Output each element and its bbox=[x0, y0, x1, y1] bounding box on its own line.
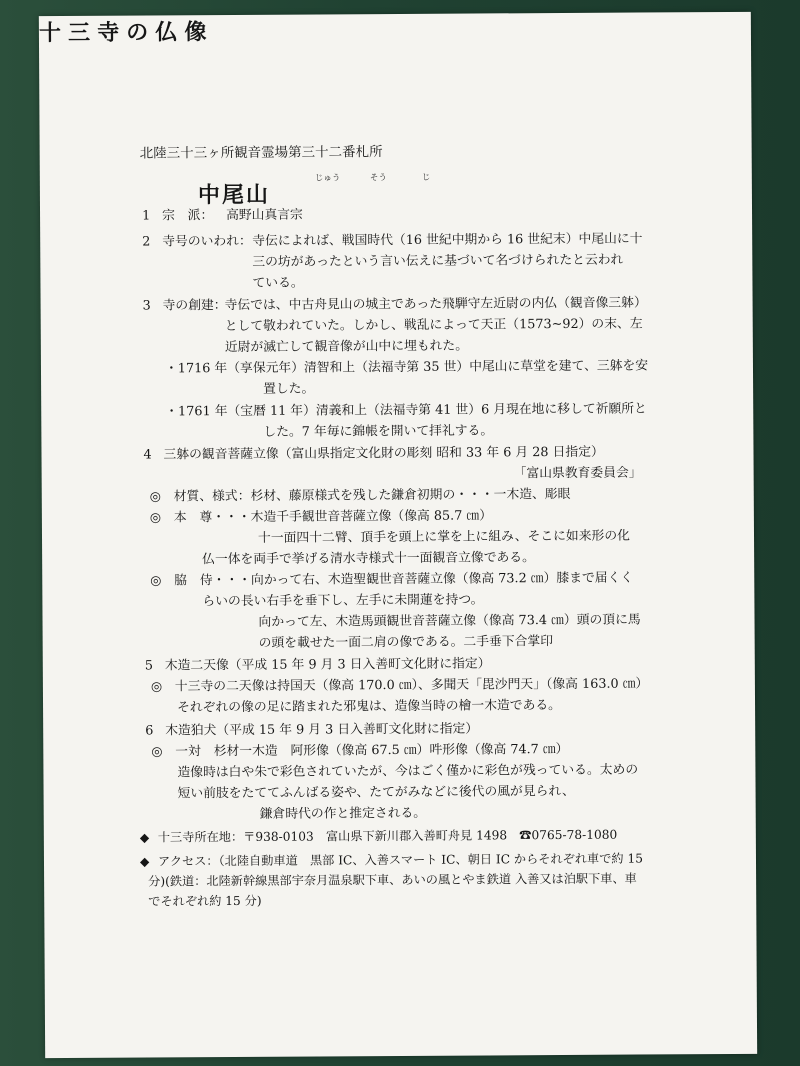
guardians-item: ◎ 十三寺の二天像は持国天（像高 170.0 ㎝）、多聞天「毘沙門天」（像高 163.0 ㎝） bbox=[150, 676, 649, 695]
section-number: 6 bbox=[145, 723, 154, 739]
section-number: 1 bbox=[142, 208, 151, 224]
title-char-3: 寺 bbox=[97, 19, 122, 46]
section-label: 寺の創建： bbox=[162, 298, 227, 314]
attendants-desc: 向かって左、木造馬頭観世音菩薩立像（像高 73.4 ㎝）頭の頂に馬 bbox=[258, 612, 641, 630]
title-char-5: 仏 bbox=[155, 19, 180, 46]
komainu-desc: 鎌倉時代の作と推定される。 bbox=[259, 805, 427, 822]
section-heading: 木造二天像（平成 15 年 9 月 3 日入善町文化財に指定） bbox=[164, 656, 491, 674]
section-text-line: として敬われていた。しかし、戦乱によって天正（1573~92）の末、左 bbox=[224, 316, 643, 335]
address-text: 十三寺所在地：〒938-0103 富山県下新川郡入善町舟見 1498 ☎0765-78-1080 bbox=[157, 827, 618, 845]
section-text-line: 寺伝によれば、戦国時代（16 世紀中期から 16 世紀末）中尾山に十 bbox=[252, 231, 643, 249]
access-line: 分)(鉄道：北陸新幹線黒部宇奈月温泉駅下車、あいの風とやま鉄道 入善又は泊駅下車、車 bbox=[148, 871, 637, 889]
attendants-item: ◎ 脇 侍・・・向かって右、木造聖観世音菩薩立像（像高 73.2 ㎝）膝まで届くく bbox=[150, 570, 634, 589]
pilgrimage-header: 北陸三十三ヶ所観音霊場第三十二番札所 bbox=[139, 144, 383, 162]
history-bullet-2: ・1761 年（宝暦 11 年）清義和上（法福寺第 41 世）6 月現在地に移して祈願所と bbox=[165, 401, 647, 420]
title-char-1: 十 bbox=[38, 20, 64, 47]
access-line: でそれぞれ約 15 分) bbox=[148, 893, 262, 909]
history-bullet-1-cont: 置した。 bbox=[263, 381, 315, 397]
title-ruby-ji: じ bbox=[421, 172, 431, 183]
access-line: アクセス：（北陸自動車道 黒部 IC、入善スマート IC、朝日 IC からそれぞれ車で約 15 bbox=[157, 851, 643, 869]
title-ruby-sou: そう bbox=[369, 173, 387, 184]
designation-note: 「富山県教育委員会」 bbox=[513, 465, 642, 482]
title-char-2: 三 bbox=[67, 19, 93, 47]
paper-sheet bbox=[39, 12, 757, 1058]
history-bullet-1: ・1716 年（享保元年）清智和上（法福寺第 35 世）中尾山に草堂を建て、三躰を安 bbox=[164, 358, 649, 377]
title-mountain-name: 中尾山 bbox=[197, 181, 271, 209]
main-deity-desc: 十一面四十二臂、頂手を頭上に掌を上に組み、そこに如来形の化 bbox=[257, 528, 630, 546]
section-text: 高野山真言宗 bbox=[225, 207, 303, 224]
komainu-desc: 造像時は白や朱で彩色されていたが、今はごく僅かに彩色が残っている。太めの bbox=[177, 762, 639, 781]
guardians-desc: それぞれの像の足に踏まれた邪鬼は、造像当時の檜一木造である。 bbox=[177, 698, 561, 716]
section-number: 4 bbox=[143, 447, 152, 463]
history-bullet-2-cont: した。7 年毎に錦帳を開いて拝礼する。 bbox=[263, 423, 494, 440]
diamond-bullet: ◆ bbox=[139, 854, 150, 869]
section-label: 宗 派： bbox=[162, 208, 214, 224]
title-char-6: 像 bbox=[184, 19, 209, 46]
diamond-bullet: ◆ bbox=[139, 830, 150, 845]
material-style-item: ◎ 材質、様式：杉材、藤原様式を残した鎌倉初期の・・・一木造、彫眼 bbox=[149, 486, 571, 505]
section-number: 3 bbox=[142, 298, 151, 314]
main-deity-desc: 仏一体を両手で挙げる清水寺様式十一面観音立像である。 bbox=[202, 550, 535, 568]
section-text-line: 寺伝では、中古舟見山の城主であった飛騨守左近尉の内仏（観音像三躰） bbox=[224, 295, 647, 314]
attendants-desc: の頭を載せた一面二肩の像である。二手垂下合掌印 bbox=[258, 634, 554, 651]
attendants-desc: らいの長い右手を垂下し、左手に未開蓮を持つ。 bbox=[202, 592, 484, 610]
section-text-line: ている。 bbox=[252, 275, 304, 291]
main-deity-item: ◎ 本 尊・・・木造千手観世音菩薩立像（像高 85.7 ㎝） bbox=[149, 508, 493, 526]
section-text-line: 近尉が滅亡して観音像が山中に埋もれた。 bbox=[224, 338, 469, 356]
title-char-4: の bbox=[126, 19, 151, 46]
title-ruby-ju: じゅう bbox=[314, 173, 341, 184]
section-number: 5 bbox=[144, 658, 153, 674]
section-heading: 三躰の観音菩薩立像（富山県指定文化財の彫刻 昭和 33 年 6 月 28 日指定） bbox=[163, 444, 604, 463]
komainu-desc: 短い前肢をたててふんばる姿や、たてがみなどに後代の風が見られ、 bbox=[177, 783, 575, 802]
section-text-line: 三の坊があったという言い伝えに基づいて名づけられたと云われ bbox=[252, 252, 624, 270]
section-number: 2 bbox=[142, 234, 151, 250]
section-heading: 木造狛犬（平成 15 年 9 月 3 日入善町文化財に指定） bbox=[165, 721, 479, 739]
section-label: 寺号のいわれ： bbox=[162, 233, 252, 250]
komainu-item: ◎ 一対 杉材一木造 阿形像（像高 67.5 ㎝）吽形像（像高 74.7 ㎝） bbox=[151, 741, 569, 760]
